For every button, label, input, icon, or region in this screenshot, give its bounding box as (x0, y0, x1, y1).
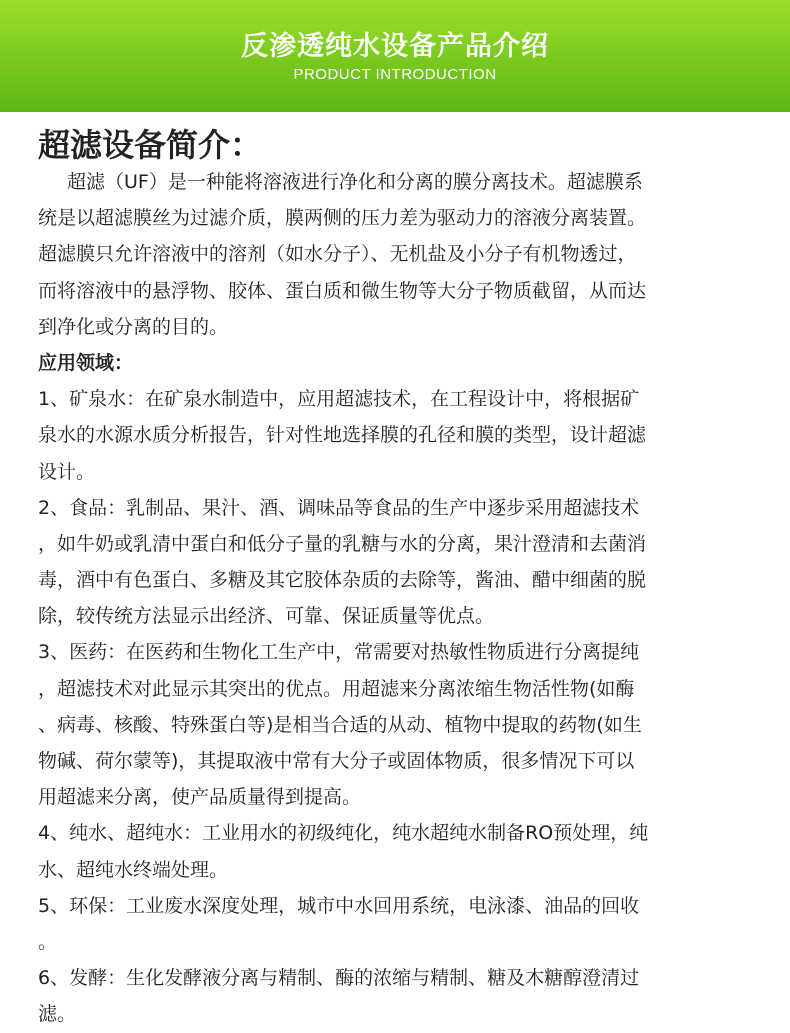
application-line: 1、矿泉水：在矿泉水制造中，应用超滤技术，在工程设计中，将根据矿 (38, 388, 640, 411)
application-line: 4、纯水、超纯水：工业用水的初级纯化，纯水超纯水制备RO预处理，纯 (38, 822, 649, 845)
banner-title: 反渗透纯水设备产品介绍 (241, 31, 549, 62)
application-line: ，超滤技术对此显示其突出的优点。用超滤来分离浓缩生物活性物(如酶 (38, 677, 635, 700)
section-title: 超滤设备简介： (38, 126, 263, 164)
article-body (38, 164, 754, 1033)
application-item-pure-water (38, 815, 754, 887)
application-line: 毒，酒中有色蛋白、多糖及其它胶体杂质的去除等，酱油、醋中细菌的脱 (38, 569, 647, 592)
application-line: 物碱、荷尔蒙等)，其提取液中常有大分子或固体物质，很多情况下可以 (38, 750, 635, 772)
application-line: 3、医药：在医药和生物化工生产中，常需要对热敏性物质进行分离提纯 (38, 641, 640, 664)
application-line: 6、发酵：生化发酵液分离与精制、酶的浓缩与精制、糖及木糖醇澄清过 (38, 967, 640, 990)
application-line: 泉水的水源水质分析报告，针对性地选择膜的孔径和膜的类型，设计超滤 (38, 424, 647, 447)
application-line: 除，较传统方法显示出经济、可靠、保证质量等优点。 (38, 605, 495, 628)
banner-subtitle: PRODUCT INTRODUCTION (293, 66, 497, 83)
application-line: 、病毒、核酸、特殊蛋白等)是相当合适的从动、植物中提取的药物(如生 (38, 713, 642, 736)
intro-line: 统是以超滤膜丝为过滤介质，膜两侧的压力差为驱动力的溶液分离装置。 (38, 207, 647, 230)
application-line: 水、超纯水终端处理。 (38, 858, 229, 881)
header-banner (0, 0, 790, 112)
application-line: 5、环保：工业废水深度处理，城市中水回用系统，电泳漆、油品的回收 (38, 894, 640, 917)
application-line: 设计。 (38, 460, 96, 483)
application-line: 2、食品：乳制品、果汁、酒、调味品等食品的生产中逐步采用超滤技术 (38, 496, 640, 519)
application-item-mineral-water (38, 381, 754, 490)
intro-line: 而将溶液中的悬浮物、胶体、蛋白质和微生物等大分子物质截留，从而达 (38, 279, 647, 302)
application-item-fermentation (38, 960, 754, 1032)
application-line: 用超滤来分离，使产品质量得到提高。 (38, 786, 362, 809)
application-line: 滤。 (38, 1003, 77, 1026)
application-line: 。 (38, 930, 58, 953)
application-item-environment (38, 888, 754, 960)
application-item-food (38, 490, 754, 635)
intro-line: 到净化或分离的目的。 (38, 315, 229, 338)
intro-line: 超滤膜只允许溶液中的溶剂（如水分子）、无机盐及小分子有机物透过， (38, 243, 637, 266)
application-line: ，如牛奶或乳清中蛋白和低分子量的乳糖与水的分离，果汁澄清和去菌消 (38, 532, 647, 555)
application-item-medicine (38, 634, 754, 815)
applications-heading: 应用领域： (38, 351, 134, 374)
intro-line: 超滤（UF）是一种能将溶液进行净化和分离的膜分离技术。超滤膜系 (67, 171, 643, 193)
